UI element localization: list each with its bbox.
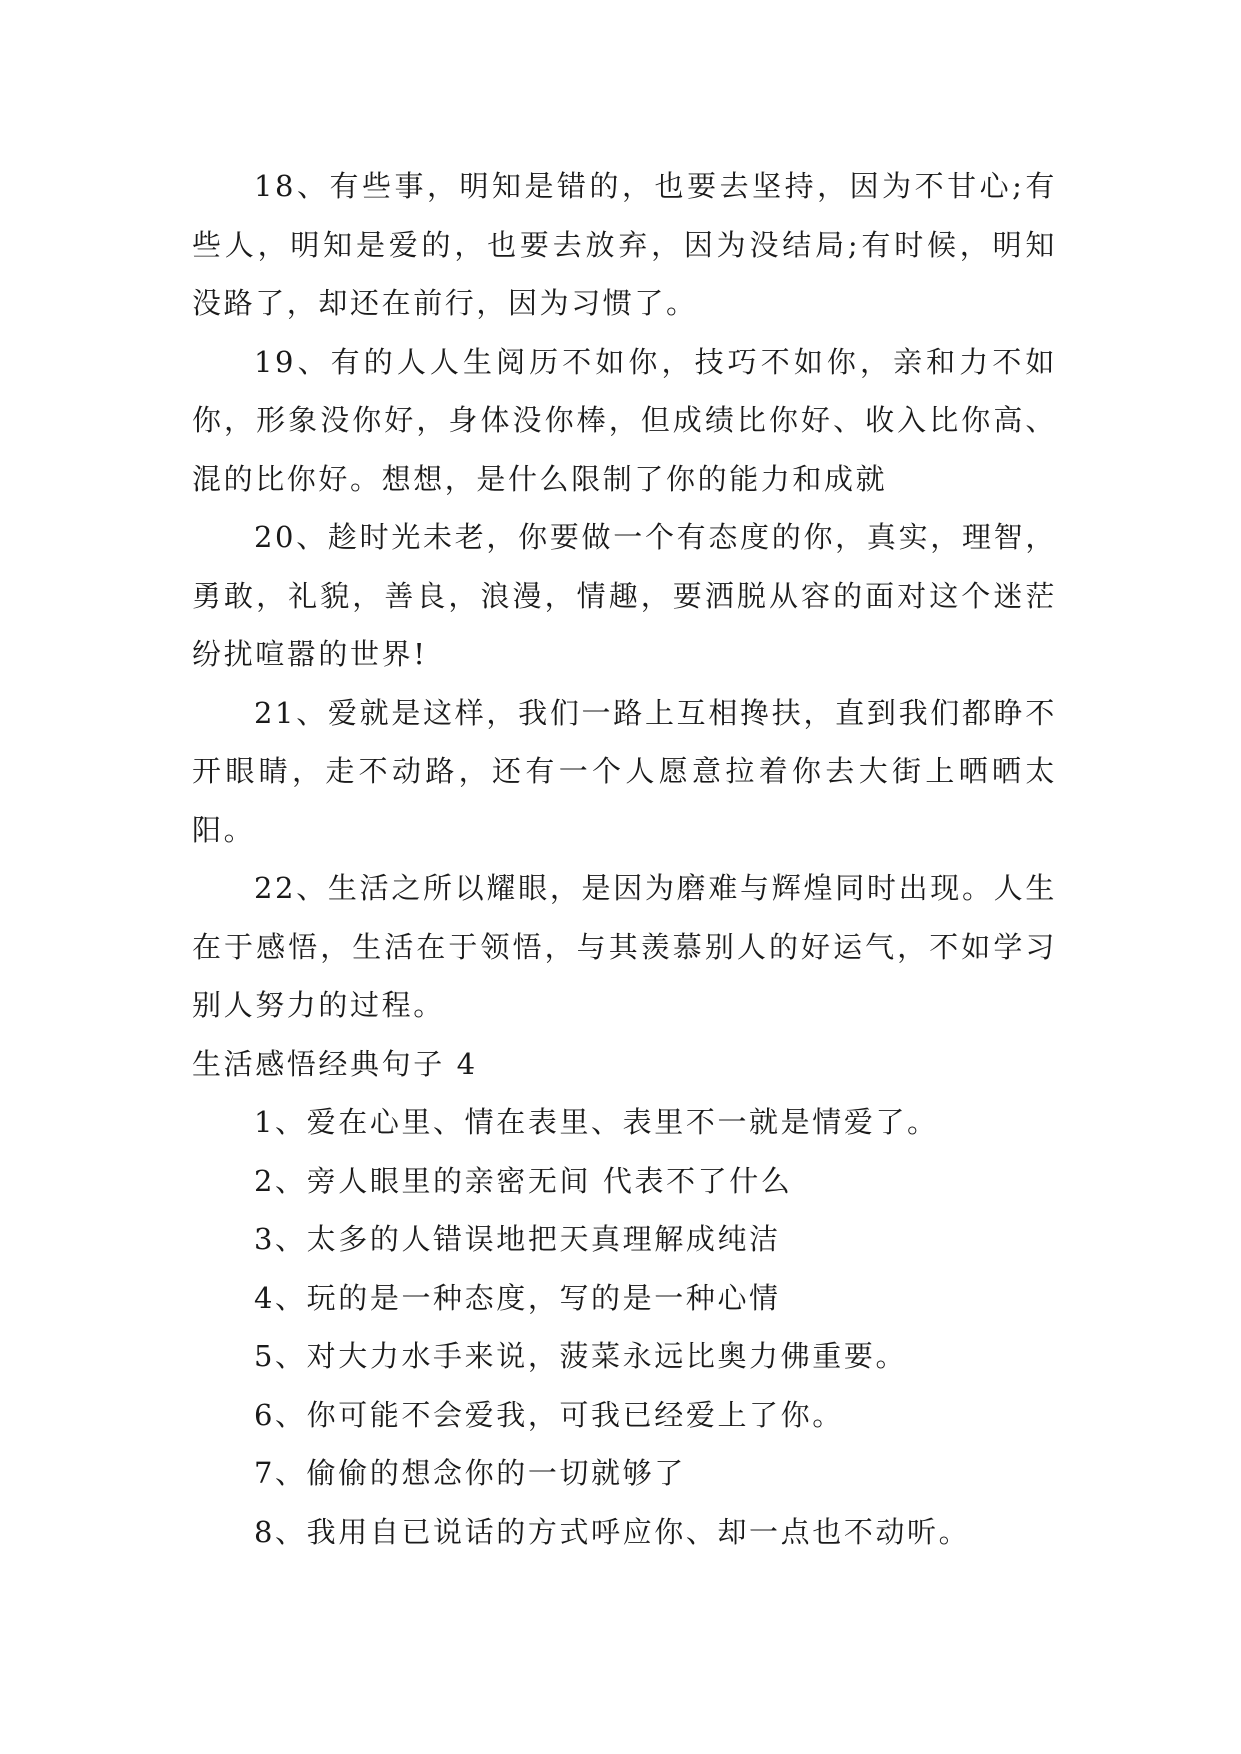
section-heading: 生活感悟经典句子 4 [192,1046,478,1081]
paragraph-18: 18、有些事，明知是错的，也要去坚持，因为不甘心;有些人，明知是爱的，也要去放弃，因为没结局;有时候，明知没路了，却还在前行，因为习惯了。 [192,169,1057,320]
paragraph-20: 20、趁时光未老，你要做一个有态度的你，真实，理智，勇敢，礼貌，善良，浪漫，情趣，要洒脱从容的面对这个迷茫纷扰喧嚣的世界! [192,520,1057,671]
document-body [192,157,1057,1561]
list-item-5: 5、对大力水手来说，菠菜永远比奥力佛重要。 [254,1339,908,1373]
list-item-4: 4、玩的是一种态度，写的是一种心情 [254,1280,781,1315]
list-item-8: 8、我用自已说话的方式呼应你、却一点也不动听。 [254,1514,971,1549]
list-item-3: 3、太多的人错误地把天真理解成纯洁 [254,1222,781,1256]
list-item-6: 6、你可能不会爱我，可我已经爱上了你。 [254,1397,844,1432]
list-item-7: 7、偷偷的想念你的一切就够了 [254,1456,686,1490]
list-item-1: 1、爱在心里、情在表里、表里不一就是情爱了。 [254,1105,939,1139]
paragraph-19: 19、有的人人生阅历不如你，技巧不如你，亲和力不如你，形象没你好，身体没你棒，但成绩比你好、收入比你高、混的比你好。想想，是什么限制了你的能力和成就 [192,344,1057,496]
paragraph-21: 21、爱就是这样，我们一路上互相搀扶，直到我们都睁不开眼睛，走不动路，还有一个人愿意拉着你去大街上晒晒太阳。 [192,695,1057,847]
list-item-2: 2、旁人眼里的亲密无间 代表不了什么 [254,1163,793,1198]
paragraph-22: 22、生活之所以耀眼，是因为磨难与辉煌同时出现。人生在于感悟，生活在于领悟，与其羡慕别人的好运气，不如学习别人努力的过程。 [192,871,1057,1022]
